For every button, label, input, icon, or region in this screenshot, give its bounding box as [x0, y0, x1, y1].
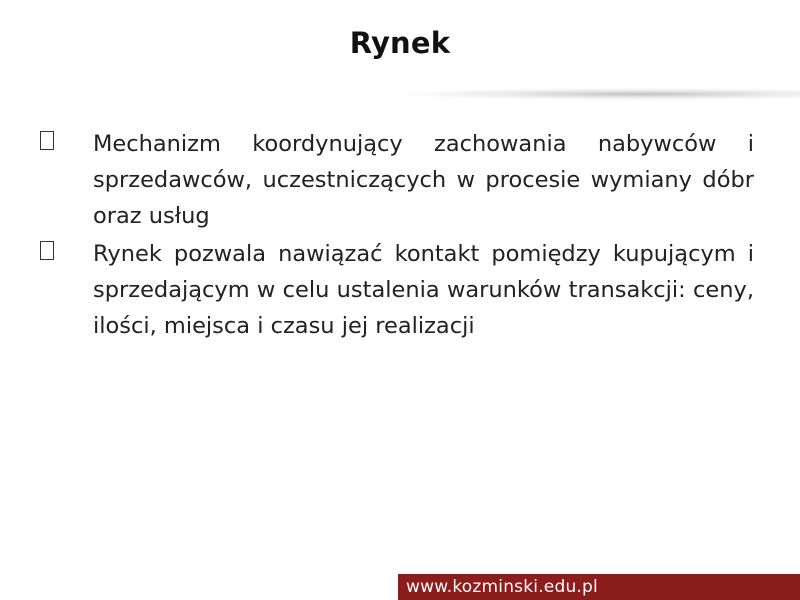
bullet-square-icon: [40, 241, 54, 260]
footer-url-link[interactable]: www.kozminski.edu.pl: [406, 577, 598, 597]
bullet-text: Rynek pozwala nawiązać kontakt pomiędzy kupującym i sprzedającym w celu ustalenia warunków transakcji: ceny, ilości, miejsca i czasu jej realizacji: [93, 241, 754, 339]
bullet-text: Mechanizm koordynujący zachowania nabywców i sprzedawców, uczestniczących w procesie wymiany dóbr oraz usług: [93, 131, 754, 229]
slide-title: Rynek: [349, 26, 451, 60]
bullet-item: [40, 126, 754, 234]
bullet-square-icon: [40, 131, 54, 150]
title-underline-shadow: [400, 88, 800, 100]
bullet-item: [40, 236, 754, 344]
bullet-list: [40, 126, 754, 346]
